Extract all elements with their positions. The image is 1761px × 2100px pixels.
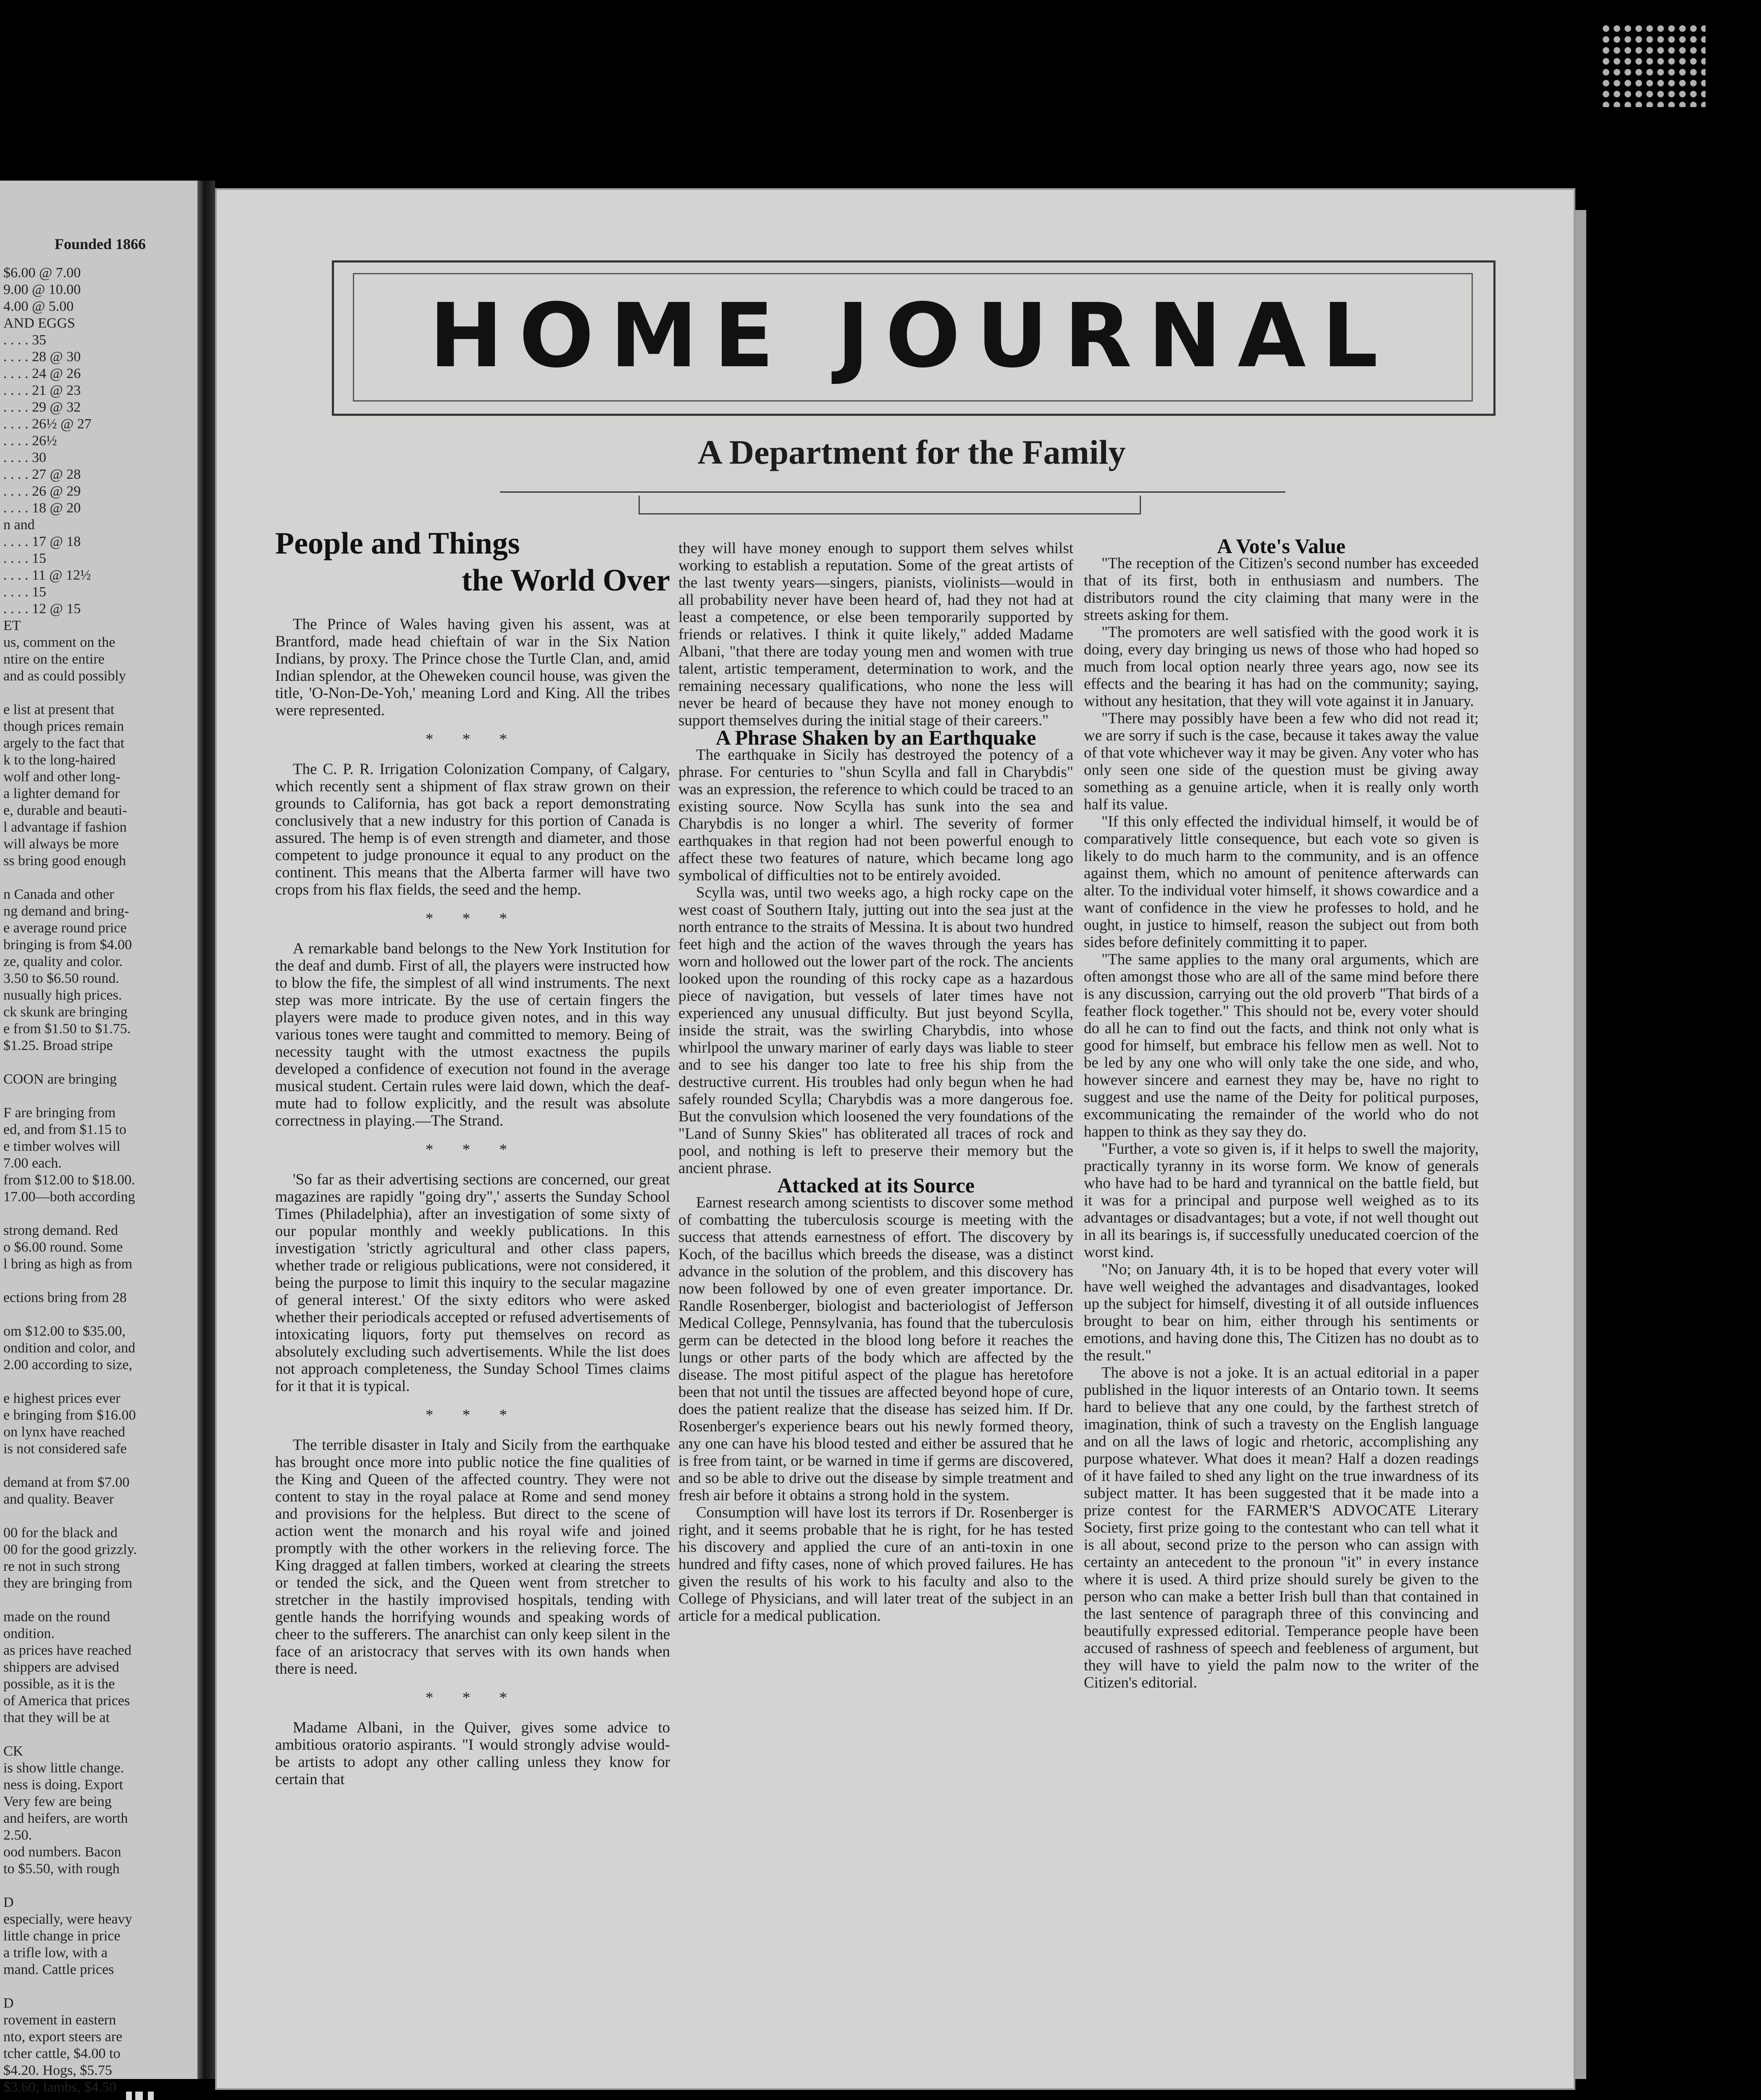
- separator: * * *: [426, 731, 520, 748]
- paragraph: Earnest research among scientists to discover some method of combatting the tuberculosis scourge is meeting with the success that attends earnestness of effort. The discovery by Koch, of the bacillus which breeds the disease, was a distinct advance in the solution of the problem, and this discovery has now been followed by one of even greater importance. Dr. Randle Rosenberger, biologist and bacteriologist of Jefferson Medical College, Pennsylvania, has found that the tuberculosis germ can be detected in the blood long before it reaches the lungs or other parts of the body which are affected by the disease. The most pitiful aspect of the plague has heretofore been that not until the tissues are affected beyond hope of cure, does the patient realize that the disease has seized him. If Dr. Rosenberger's experience bears out his newly formed theory, any one can have his blood tested and either be assured that he is free from taint, or be warned in time if germs are discovered, and so be able to drive out the disease by simple treatment and fresh air before it obtains a strong hold in the system.: [678, 1194, 1073, 1504]
- paragraph: Consumption will have lost its terrors if Dr. Rosenberger is right, and it seems probable that he is right, for he has tested his discovery and applied the cure of an anti-toxin in one hundred and fifty cases, none of which proved failures. He has given the results of his work to his faculty and also to the College of Physicians, and will later treat of the subject in an article for a medical publication.: [678, 1504, 1073, 1625]
- left-page-line: e highest prices ever: [3, 1391, 121, 1406]
- left-page-line: demand at from $7.00: [3, 1475, 130, 1490]
- left-page-line: wolf and other long-: [3, 769, 121, 785]
- left-page-line: a trifle low, with a: [3, 1945, 108, 1961]
- column-1: [275, 525, 670, 1788]
- scan-calibration-bars: [126, 2092, 160, 2100]
- left-page-line: 9.00 @ 10.00: [3, 282, 81, 297]
- left-page-line: [3, 1205, 137, 1222]
- left-page-line: [3, 1592, 137, 1609]
- left-page-line: 4.00 @ 5.00: [3, 299, 74, 314]
- left-page-line: 17.00—both according: [3, 1189, 135, 1205]
- left-page-line: o $6.00 round. Some: [3, 1239, 123, 1255]
- page-gutter: [197, 181, 215, 2079]
- left-page-line: e average round price: [3, 920, 127, 936]
- left-page-line: 2.00 according to size,: [3, 1357, 132, 1373]
- left-page-line: and heifers, are worth: [3, 1811, 128, 1826]
- left-page-line: 3.50 to $6.50 round.: [3, 971, 119, 986]
- page-subtitle: A Department for the Family: [697, 433, 1126, 471]
- paragraph: The earthquake in Sicily has destroyed the potency of a phrase. For centuries to "shun Scylla and fall in Charybdis" was an expression, the reference to which could be traced to an existing source. Now Scylla has sunk into the sea and Charybdis is no longer a whirl. The severity of former earthquakes in that region had not been powerful enough to affect these two features of nature, which became long ago symbolical of difficulties not to be entirely avoided.: [678, 746, 1073, 884]
- left-page-line: F are bringing from: [3, 1105, 116, 1121]
- left-page-line: nusually high prices.: [3, 987, 122, 1003]
- paragraph: A remarkable band belongs to the New York Institution for the deaf and dumb. First of all, the players were instructed how to blow the fife, the simplest of all wind instruments. The next step was more intricate. By the use of certain fingers the players were made to produce given notes, and in this way various tones were taught and committed to memory. Being of necessity taught with the utmost exactness the pupils developed a confidence of execution not found in the average musical student. Certain rules were laid down, which the deaf-mute had to follow explicitly, and the result was absolute correctness in playing.—The Strand.: [275, 940, 670, 1129]
- left-page-line: $6.00 @ 7.00: [3, 265, 81, 281]
- left-page-line: . . . . 17 @ 18: [3, 534, 81, 549]
- left-page-line: [3, 1273, 137, 1289]
- column-2: [678, 540, 1073, 1625]
- separator: * * *: [426, 910, 520, 927]
- left-page-line: $4.20. Hogs, $5.75: [3, 2063, 112, 2078]
- left-page-line: [3, 1978, 137, 1995]
- left-page-line: . . . . 27 @ 28: [3, 467, 81, 482]
- left-page-line: [3, 1054, 137, 1071]
- left-page-line: [3, 1457, 137, 1474]
- left-page-line: [3, 1088, 137, 1105]
- paragraph: "There may possibly have been a few who did not read it; we are sorry if such is the case, because it takes away the value of that vote whichever way it may be given. Any voter who has only seen one side of the question must be giving away something as a genuine article, when it is really only worth half its value.: [1084, 710, 1479, 813]
- left-page-line: though prices remain: [3, 719, 124, 734]
- paragraph: "No; on January 4th, it is to be hoped that every voter will have well weighed the advantages and disadvantages, looked up the subject for himself, divesting it of all outside influences brought to bear on him, either through his sentiments or emotions, and having done this, The Citizen has no doubt as to the result.": [1084, 1261, 1479, 1364]
- left-page-founded: Founded 1866: [55, 236, 146, 252]
- paragraph: The Prince of Wales having given his assent, was at Brantford, made head chieftain of war in the Six Nation Indians, by proxy. The Prince chose the Turtle Clan, and, amid Indian splendor, at the Oheweken council house, was given the title, 'O-Non-De-Yoh,' meaning Lord and King. All the tribes were represented.: [275, 616, 670, 719]
- left-page-line: AND EGGS: [3, 315, 75, 331]
- left-page-line: strong demand. Red: [3, 1223, 118, 1238]
- left-page-line: little change in price: [3, 1928, 121, 1944]
- left-page-line: [3, 1373, 137, 1390]
- left-page-line: . . . . 21 @ 23: [3, 383, 81, 398]
- left-page-fragment: [0, 181, 197, 2095]
- left-page-line: ze, quality and color.: [3, 954, 123, 969]
- left-page-line: . . . . 26 @ 29: [3, 483, 81, 499]
- left-page-line: $3.60; lambs, $4.50: [3, 2079, 117, 2095]
- paragraph: "If this only effected the individual himself, it would be of comparatively little consequence, but each vote so given is likely to do much harm to the community, and is an offence against them, which no amount of penitence afterwards can alter. To the individual voter himself, it shows cowardice and a want of confidence in the view he professes to hold, and he ought, in justice to himself, reason the subject out from both sides before definitely committing it to paper.: [1084, 813, 1479, 951]
- separator: * * *: [426, 1407, 520, 1424]
- left-page-line: ections bring from 28: [3, 1290, 127, 1305]
- left-page-line: $1.25. Broad stripe: [3, 1038, 113, 1053]
- left-page-line: tcher cattle, $4.00 to: [3, 2046, 121, 2061]
- left-page-line: [3, 1306, 137, 1323]
- heading-line-2: the World Over: [461, 563, 670, 598]
- left-page-line: on lynx have reached: [3, 1424, 125, 1440]
- left-page-line: especially, were heavy: [3, 1911, 132, 1927]
- article-heading-votes-value: A Vote's Value: [1217, 534, 1346, 558]
- left-page-line: rovement in eastern: [3, 2012, 116, 2028]
- left-page-line: e, durable and beauti-: [3, 803, 127, 818]
- left-page-line: COON are bringing: [3, 1071, 117, 1087]
- left-page-line: . . . . 26½ @ 27: [3, 416, 92, 432]
- left-page-line: and as could possibly: [3, 668, 126, 684]
- left-page-line: e bringing from $16.00: [3, 1407, 136, 1423]
- left-page-line: . . . . 28 @ 30: [3, 349, 81, 365]
- left-page-line: is show little change.: [3, 1760, 124, 1776]
- subtitle-rule: [500, 491, 1285, 493]
- left-page-line: that they will be at: [3, 1710, 110, 1725]
- left-page-line: ng demand and bring-: [3, 903, 129, 919]
- paragraph: The C. P. R. Irrigation Colonization Company, of Calgary, which recently sent a shipment of flax straw grown on their grounds to California, has got back a report demonstrating conclusively that a new industry for this portion of Canada is assured. The hemp is of even strength and diameter, and those competent to judge pronounce it equal to any product on the continent. This means that the Alberta farmer will have two crops from his flax fields, the seed and the hemp.: [275, 761, 670, 898]
- left-page-line: ness is doing. Export: [3, 1777, 124, 1793]
- left-page-line: . . . . 15: [3, 584, 46, 600]
- left-page-line: . . . . 11 @ 12½: [3, 567, 91, 583]
- left-page-line: n Canada and other: [3, 887, 114, 902]
- left-page-line: 2.50.: [3, 1827, 32, 1843]
- left-page-line: [3, 869, 137, 886]
- left-page-line: om $12.00 to $35.00,: [3, 1323, 126, 1339]
- left-page-line: [3, 685, 137, 701]
- paragraph: "Further, a vote so given is, if it helps to swell the majority, practically tyranny in its worse form. We know of generals who have had to be hard and tyrannical on the battle field, but it was for a principal and purpose well weighed as to its advantages or disadvantages; but a vote, if not well thought out in all its bearings is, if successfully uneducated coercion of the worst kind.: [1084, 1140, 1479, 1261]
- left-page-line: . . . . 12 @ 15: [3, 601, 81, 617]
- left-page-line: . . . . 15: [3, 551, 46, 566]
- left-page-line: . . . . 26½: [3, 433, 57, 449]
- left-page-line: k to the long-haired: [3, 752, 116, 768]
- paragraph: they will have money enough to support them selves whilst working to establish a reputation. Some of the great artists of the last twenty years—singers, pianists, violinists—would in all probability never have been heard of, had they not had at least a competence, or else been temporarily supported by friends or relatives. I think it quite likely," added Madame Albani, "that there are today young men and women with true talent, artistic temperament, determination to work, and the remaining necessary qualifications, who none the less will never be heard of because they have not money enough to support themselves during the initial stage of their careers.": [678, 540, 1073, 729]
- left-page-line: . . . . 35: [3, 332, 46, 348]
- left-page-line: . . . . 18 @ 20: [3, 500, 81, 516]
- left-page-line: from $12.00 to $18.00.: [3, 1172, 135, 1188]
- paragraph: "The reception of the Citizen's second number has exceeded that of its first, both in enthusiasm and numbers. The distributors round the city claiming that many were in the streets asking for them.: [1084, 555, 1479, 624]
- left-page-line: 7.00 each.: [3, 1155, 62, 1171]
- left-page-market-text: [3, 265, 137, 2096]
- left-page-line: . . . . 29 @ 32: [3, 399, 81, 415]
- article-heading-people-and-things: [275, 525, 670, 599]
- left-page-line: e timber wolves will: [3, 1139, 121, 1154]
- left-page-line: ondition and color, and: [3, 1340, 136, 1356]
- left-page-line: [3, 1726, 137, 1743]
- left-page-line: mand. Cattle prices: [3, 1962, 114, 1977]
- left-page-line: will always be more: [3, 836, 119, 852]
- left-page-line: Very few are being: [3, 1794, 112, 1809]
- left-page-line: D: [3, 1995, 14, 2011]
- left-page-line: [3, 1508, 137, 1525]
- left-page-line: made on the round: [3, 1609, 110, 1625]
- left-page-line: they are bringing from: [3, 1575, 132, 1591]
- left-page-line: 00 for the black and: [3, 1525, 118, 1541]
- left-page-line: 00 for the good grizzly.: [3, 1542, 137, 1557]
- paragraph: "The same applies to the many oral arguments, which are often amongst those who are all of the same mind before there is any discussion, carrying out the old proverb "That birds of a feather flock together." This should not be, every voter should do all he can to find out the facts, and think not only what is good for himself, but embrace his fellow men as well. Not to be led by any one who will only take the one side, and who, however sincere and earnest they may be, have no right to suggest and use the name of the Deity for political purposes, excommunicating the remainder of the world who do not happen to think as they say they do.: [1084, 951, 1479, 1140]
- subtitle-bracket: [639, 496, 1141, 514]
- left-page-line: nto, export steers are: [3, 2029, 123, 2045]
- paragraph: The terrible disaster in Italy and Sicily from the earthquake has brought once more into public notice the fine qualities of the King and Queen of the affected country. They were not content to stay in the royal palace at Rome and send money and provisions for the helpless. But direct to the scene of action went the monarch and his royal wife and joined promptly with the other workers in the relieving force. The King dragged at fallen timbers, worked at clearing the streets or tended the sick, and the Queen went from stretcher to stretcher in the hastily improvised hospitals, tending with gentle hands the horrifying wounds and speaking words of cheer to the sufferers. The anarchist can only keep silent in the face of an aristocracy that serves with its own hands when there is need.: [275, 1436, 670, 1677]
- left-page-line: D: [3, 1895, 14, 1910]
- article-heading-phrase-shaken: A Phrase Shaken by an Earthquake: [715, 726, 1036, 749]
- left-page-line: ondition.: [3, 1626, 55, 1641]
- left-page-line: bringing is from $4.00: [3, 937, 132, 953]
- left-page-line: of America that prices: [3, 1693, 130, 1709]
- left-page-line: argely to the fact that: [3, 735, 125, 751]
- article-heading-attacked-at-source: Attacked at its Source: [777, 1173, 975, 1197]
- left-page-line: ood numbers. Bacon: [3, 1844, 121, 1860]
- masthead-title: HOME JOURNAL: [429, 284, 1394, 387]
- scan-artifact-dots: [1601, 23, 1706, 107]
- left-page-line: ck skunk are bringing: [3, 1004, 128, 1020]
- paragraph: Madame Albani, in the Quiver, gives some advice to ambitious oratorio aspirants. "I would strongly advise would-be artists to adopt any other calling unless they know for certain that: [275, 1719, 670, 1788]
- left-page-line: and quality. Beaver: [3, 1491, 114, 1507]
- left-page-line: ss bring good enough: [3, 853, 126, 869]
- separator: * * *: [426, 1689, 520, 1706]
- left-page-line: as prices have reached: [3, 1643, 131, 1658]
- left-page-line: re not in such strong: [3, 1559, 120, 1574]
- left-page-line: l bring as high as from: [3, 1256, 132, 1272]
- left-page-line: ntire on the entire: [3, 651, 105, 667]
- left-page-line: us, comment on the: [3, 635, 116, 650]
- left-page-line: [3, 1877, 137, 1894]
- left-page-line: ed, and from $1.15 to: [3, 1122, 126, 1137]
- left-page-line: possible, as it is the: [3, 1676, 115, 1692]
- left-page-line: n and: [3, 517, 35, 533]
- left-page-line: e list at present that: [3, 702, 115, 717]
- left-page-line: a lighter demand for: [3, 786, 120, 801]
- separator: * * *: [426, 1141, 520, 1158]
- heading-line-1: People and Things: [275, 526, 520, 561]
- left-page-line: CK: [3, 1743, 24, 1759]
- left-page-line: is not considered safe: [3, 1441, 127, 1457]
- left-page-line: e from $1.50 to $1.75.: [3, 1021, 131, 1037]
- paragraph: Scylla was, until two weeks ago, a high rocky cape on the west coast of Southern Italy, jutting out into the sea just at the north entrance to the straits of Messina. It is about two hundred feet high and the action of the waves through the years has worn and hollowed out the lower part of the rock. The ancients looked upon the rounding of this rocky cape as a hazardous piece of navigation, but vessels of later times have not experienced any unusual difficulty. But just beyond Scylla, inside the strait, was the swirling Charybdis, into whose whirlpool the unwary mariner of early days was liable to steer and to see his danger too late to free his ship from the destructive current. His troubles had only begun when he had safely rounded Scylla; Charybdis was a more dangerous foe. But the convulsion which loosened the very foundations of the "Land of Sunny Skies" has obliterated all traces of rock and pool, and nothing is left to preserve their memory but the ancient phrase.: [678, 884, 1073, 1177]
- left-page-line: . . . . 30: [3, 450, 46, 465]
- paragraph: The above is not a joke. It is an actual editorial in a paper published in the liquor interests of an Ontario town. It seems hard to believe that any one could, by the farthest stretch of imagination, think of such a travesty on the English language and on all the laws of logic and rhetoric, accomplishing any purpose whatever. What does it mean? Half a dozen readings of it have failed to shed any light on the true inwardness of its subject matter. It has been suggested that it be made into a prize contest for the FARMER'S ADVOCATE Literary Society, first prize going to the contestant who can tell what it is all about, second prize to the person who can assign with certainty an antecedent to the pronoun "it" in every instance where it is used. A third prize should surely be given to the person who can make a better Irish bull than that contained in the last sentence of paragraph three of this convincing and beautifully expressed editorial. Temperance people have been accused of rashness of speech and feebleness of argument, but they will have to yield the palm now to the writer of the Citizen's editorial.: [1084, 1364, 1479, 1691]
- column-3: [1084, 534, 1479, 1691]
- paragraph: "The promoters are well satisfied with the good work it is doing, every day bringing us news of those who had hoped so much from local option nearly three years ago, now see its effects and the bearing it has had on the community; saying, without any hesitation, that they will vote against it in January.: [1084, 624, 1479, 710]
- left-page-line: . . . . 24 @ 26: [3, 366, 81, 381]
- left-page-line: ET: [3, 618, 21, 633]
- left-page-line: shippers are advised: [3, 1659, 119, 1675]
- paragraph: 'So far as their advertising sections are concerned, our great magazines are rapidly "going dry",' asserts the Sunday School Times (Philadelphia), after an investigation of some sixty of our popular monthly and weekly publications. In this investigation 'strictly agricultural and other class papers, whether trade or religious publications, were not considered, it being the purpose to limit this inquiry to the secular magazine of general interest.' Of the sixty editors who were asked whether their periodicals accepted or refused advertisements of intoxicating liquors, forty put themselves on record as absolutely excluding such advertisements. While the list does not approach completeness, the Sunday School Times claims for it that it is typical.: [275, 1171, 670, 1395]
- left-page-line: to $5.50, with rough: [3, 1861, 120, 1877]
- left-page-line: l advantage if fashion: [3, 819, 127, 835]
